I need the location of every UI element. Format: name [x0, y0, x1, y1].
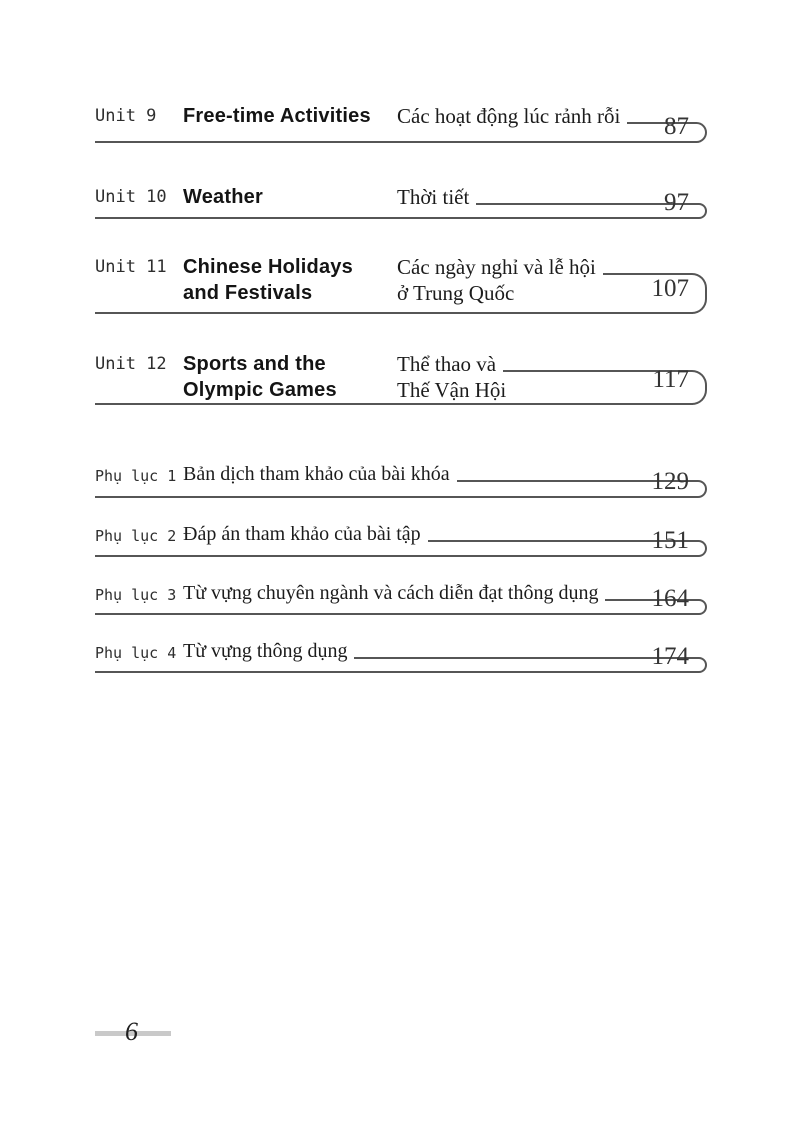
vietnamese-line: Các hoạt động lúc rảnh rỗi	[397, 104, 621, 128]
toc-entry-unit-11	[95, 254, 707, 312]
footer-page-number: 6	[125, 1017, 138, 1046]
page-tab-corner	[691, 203, 707, 219]
unit-label: Unit 9	[95, 106, 157, 126]
unit-title-line: and Festivals	[183, 282, 313, 304]
page-tab-corner	[691, 540, 707, 557]
leader-line	[603, 254, 691, 275]
unit-title	[183, 184, 397, 210]
unit-title-line: Free-time Activities	[183, 105, 371, 127]
page-tab-corner	[691, 273, 707, 314]
unit-label: Unit 11	[95, 257, 167, 277]
appendix-title-text: Bản dịch tham khảo của bài khóa	[183, 463, 450, 485]
page-number: 117	[652, 366, 689, 393]
toc-entry-appendix-3	[95, 580, 707, 613]
page-tab-corner	[691, 657, 707, 673]
appendix-label: Phụ lục 1	[95, 467, 177, 485]
divider-rule	[95, 312, 693, 314]
vietnamese-line: Thời tiết	[397, 185, 470, 209]
toc-entry-appendix-1	[95, 461, 707, 496]
vietnamese-title	[397, 184, 707, 210]
toc-entry-unit-10	[95, 184, 707, 217]
divider-rule	[95, 671, 693, 673]
appendix-title-text: Từ vựng thông dụng	[183, 640, 348, 662]
appendix-title	[183, 580, 707, 606]
page-number: 107	[651, 275, 689, 302]
appendix-title	[183, 461, 707, 487]
vietnamese-line: ở Trung Quốc	[397, 281, 515, 305]
unit-label: Unit 10	[95, 187, 167, 207]
divider-rule	[95, 613, 693, 615]
unit-title	[183, 351, 397, 403]
unit-title-line: Sports and the	[183, 353, 326, 375]
appendix-title-text: Đáp án tham khảo của bài tập	[183, 523, 421, 545]
appendix-label: Phụ lục 4	[95, 644, 177, 662]
unit-label: Unit 12	[95, 354, 167, 374]
toc-entry-appendix-2	[95, 521, 707, 555]
appendix-title	[183, 638, 707, 664]
page-tab-corner	[691, 480, 707, 498]
toc-entry-unit-9	[95, 103, 707, 141]
unit-title	[183, 103, 397, 129]
page-number: 164	[651, 585, 689, 612]
appendix-title-text: Từ vựng chuyên ngành và cách diễn đạt thông dụng	[183, 582, 599, 604]
page-number: 151	[651, 527, 689, 554]
leader-line	[354, 638, 691, 659]
unit-title-line: Olympic Games	[183, 379, 337, 401]
page-number: 129	[651, 468, 689, 495]
vietnamese-line: Thế Vận Hội	[397, 378, 507, 402]
vietnamese-title	[397, 103, 707, 129]
unit-title	[183, 254, 397, 306]
page-number: 97	[664, 189, 689, 216]
page-tab-corner	[691, 122, 707, 143]
divider-rule	[95, 555, 693, 557]
appendix-title	[183, 521, 707, 547]
page-number: 87	[664, 113, 689, 140]
divider-rule	[95, 217, 693, 219]
appendix-label: Phụ lục 3	[95, 586, 177, 604]
page-number: 174	[651, 643, 689, 670]
toc-entry-unit-12	[95, 351, 707, 403]
page-tab-corner	[691, 599, 707, 615]
leader-line	[476, 184, 691, 205]
vietnamese-line: Các ngày nghỉ và lễ hội	[397, 255, 596, 279]
divider-rule	[95, 141, 693, 143]
divider-rule	[95, 403, 693, 405]
unit-title-line: Weather	[183, 186, 263, 208]
vietnamese-line: Thể thao và	[397, 352, 497, 376]
toc-entry-appendix-4	[95, 638, 707, 671]
unit-title-line: Chinese Holidays	[183, 256, 353, 278]
divider-rule	[95, 496, 693, 498]
appendix-label: Phụ lục 2	[95, 527, 177, 545]
